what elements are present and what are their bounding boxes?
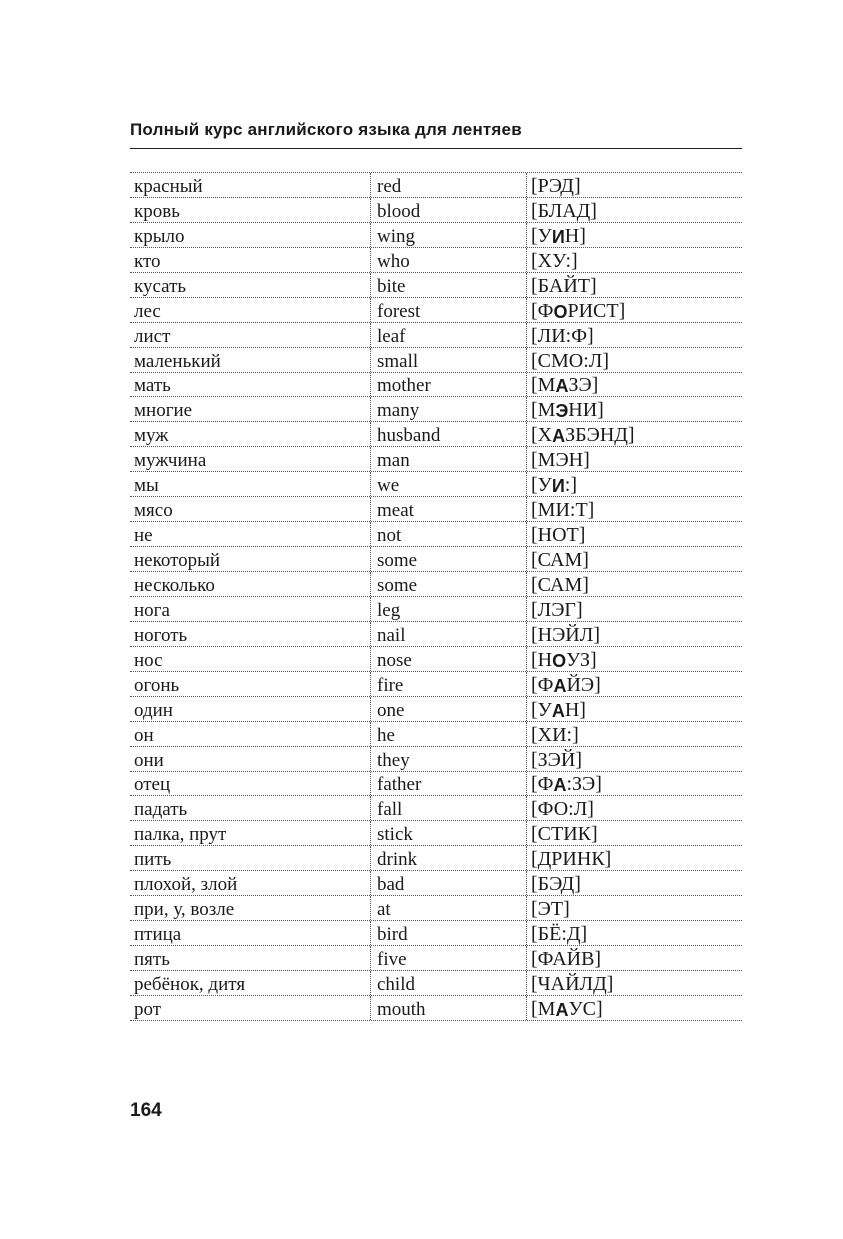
russian-word: рот (134, 998, 162, 1020)
stressed-vowel: А (555, 376, 569, 397)
russian-word: крыло (134, 225, 185, 247)
transcription: [ДРИНК] (526, 846, 742, 870)
russian-word: ребёнок, дитя (134, 973, 246, 995)
transcription: [САМ] (526, 572, 742, 596)
russian-word: при, у, возле (134, 899, 235, 921)
table-row (130, 547, 742, 572)
russian-word: плохой, злой (134, 874, 238, 896)
english-word: at (370, 896, 526, 920)
english-word: stick (370, 821, 526, 845)
english-word: husband (370, 422, 526, 446)
english-word: child (370, 971, 526, 995)
english-word: mother (370, 373, 526, 397)
english-word: blood (370, 198, 526, 222)
table-row (130, 597, 742, 622)
russian-word: несколько (134, 574, 215, 596)
russian-word: маленький (134, 350, 221, 372)
stressed-vowel: А (555, 999, 569, 1020)
stressed-vowel: О (552, 650, 567, 671)
transcription: [НОТ] (526, 522, 742, 546)
transcription: [М А УС] (526, 996, 742, 1020)
table-row (130, 298, 742, 323)
english-word: fire (370, 672, 526, 696)
table-row (130, 397, 742, 422)
transcription: [РЭД] (526, 173, 742, 197)
table-row (130, 323, 742, 348)
table-row (130, 821, 742, 846)
english-word: we (370, 472, 526, 496)
stressed-vowel: О (553, 301, 568, 322)
transcription: [У И Н] (526, 223, 742, 247)
table-row (130, 921, 742, 946)
vocabulary-table (130, 172, 742, 1021)
transcription: [У И :] (526, 472, 742, 496)
english-word: mouth (370, 996, 526, 1020)
english-word: five (370, 946, 526, 970)
table-row (130, 198, 742, 223)
transcription: [БЁ:Д] (526, 921, 742, 945)
table-row (130, 747, 742, 772)
russian-word: огонь (134, 674, 180, 696)
russian-word: кто (134, 250, 161, 272)
english-word: nose (370, 647, 526, 671)
russian-word: не (134, 525, 153, 547)
table-row (130, 647, 742, 672)
transcription: [БАЙТ] (526, 273, 742, 297)
russian-word: пять (134, 949, 170, 970)
table-row (130, 373, 742, 398)
english-word: many (370, 397, 526, 421)
table-row (130, 572, 742, 597)
transcription: [ХИ:] (526, 722, 742, 746)
english-word: red (370, 173, 526, 197)
russian-word: нос (134, 649, 163, 671)
transcription: [М А ЗЭ] (526, 373, 742, 397)
english-word: he (370, 722, 526, 746)
table-row (130, 672, 742, 697)
russian-word: нога (134, 599, 170, 621)
transcription: [МЭН] (526, 447, 742, 471)
table-row (130, 622, 742, 647)
table-row (130, 472, 742, 497)
table-row (130, 522, 742, 547)
english-word: not (370, 522, 526, 546)
english-word: bird (370, 921, 526, 945)
transcription: [Ф О РИСТ] (526, 298, 742, 322)
transcription: [Х А ЗБЭНД] (526, 422, 742, 446)
russian-word: муж (134, 425, 169, 447)
transcription: [У А Н] (526, 697, 742, 721)
russian-word: лист (134, 325, 171, 347)
stressed-vowel: А (553, 675, 567, 696)
stressed-vowel: А (553, 775, 567, 796)
transcription: [БЛАД] (526, 198, 742, 222)
table-row (130, 996, 742, 1021)
transcription: [М Э НИ] (526, 397, 742, 421)
russian-word: пить (134, 849, 172, 871)
english-word: who (370, 248, 526, 272)
table-row (130, 273, 742, 298)
stressed-vowel: И (551, 476, 565, 497)
stressed-vowel: А (552, 426, 566, 447)
russian-word: ноготь (134, 624, 188, 646)
english-word: wing (370, 223, 526, 247)
russian-word: мужчина (134, 450, 207, 472)
russian-word: мать (134, 375, 171, 397)
table-row (130, 846, 742, 871)
english-word: leaf (370, 323, 526, 347)
russian-word: некоторый (134, 550, 221, 571)
russian-word: он (134, 724, 154, 746)
russian-word: падать (134, 799, 188, 821)
english-word: meat (370, 497, 526, 521)
transcription: [СТИК] (526, 821, 742, 845)
russian-word: многие (134, 400, 193, 422)
transcription: [ЛЭГ] (526, 597, 742, 621)
table-row (130, 248, 742, 273)
table-row (130, 871, 742, 896)
stressed-vowel: И (551, 226, 565, 247)
english-word: small (370, 348, 526, 372)
english-word: bite (370, 273, 526, 297)
russian-word: отец (134, 774, 171, 796)
russian-word: красный (134, 175, 203, 197)
transcription: [ЧАЙЛД] (526, 971, 742, 995)
table-row (130, 697, 742, 722)
transcription: [Н О УЗ] (526, 647, 742, 671)
transcription: [ФО:Л] (526, 796, 742, 820)
russian-word: кусать (134, 275, 187, 297)
transcription: [БЭД] (526, 871, 742, 895)
transcription: [СМО:Л] (526, 348, 742, 372)
page-number: 164 (130, 1100, 162, 1121)
transcription: [ЛИ:Ф] (526, 323, 742, 347)
table-row (130, 223, 742, 248)
english-word: one (370, 697, 526, 721)
table-row (130, 173, 742, 198)
english-word: drink (370, 846, 526, 870)
english-word: bad (370, 871, 526, 895)
russian-word: один (134, 699, 173, 721)
table-row (130, 447, 742, 472)
table-row (130, 497, 742, 522)
table-row (130, 772, 742, 797)
english-word: they (370, 747, 526, 771)
russian-word: они (134, 749, 164, 771)
russian-word: мы (134, 475, 159, 497)
english-word: forest (370, 298, 526, 322)
table-row (130, 896, 742, 921)
stressed-vowel: А (551, 700, 565, 721)
transcription: [ЭТ] (526, 896, 742, 920)
english-word: father (370, 772, 526, 796)
stressed-vowel: Э (555, 401, 569, 422)
table-row (130, 971, 742, 996)
english-word: man (370, 447, 526, 471)
table-row (130, 946, 742, 971)
transcription: [Ф А ЙЭ] (526, 672, 742, 696)
english-word: nail (370, 622, 526, 646)
transcription: [НЭЙЛ] (526, 622, 742, 646)
english-word: fall (370, 796, 526, 820)
table-row (130, 422, 742, 447)
transcription: [САМ] (526, 547, 742, 571)
russian-word: палка, прут (134, 824, 227, 846)
table-row (130, 796, 742, 821)
english-word: some (370, 547, 526, 571)
table-row (130, 348, 742, 373)
transcription: [ЗЭЙ] (526, 747, 742, 771)
russian-word: мясо (134, 500, 173, 522)
russian-word: кровь (134, 200, 180, 222)
russian-word: лес (134, 300, 161, 322)
header-rule (130, 148, 742, 149)
transcription: [МИ:Т] (526, 497, 742, 521)
table-row (130, 722, 742, 747)
transcription: [Ф А :ЗЭ] (526, 772, 742, 796)
transcription: [ФАЙВ] (526, 946, 742, 970)
transcription: [ХУ:] (526, 248, 742, 272)
english-word: leg (370, 597, 526, 621)
running-header: Полный курс английского языка для лентяев (130, 120, 522, 139)
english-word: some (370, 572, 526, 596)
russian-word: птица (134, 924, 182, 946)
